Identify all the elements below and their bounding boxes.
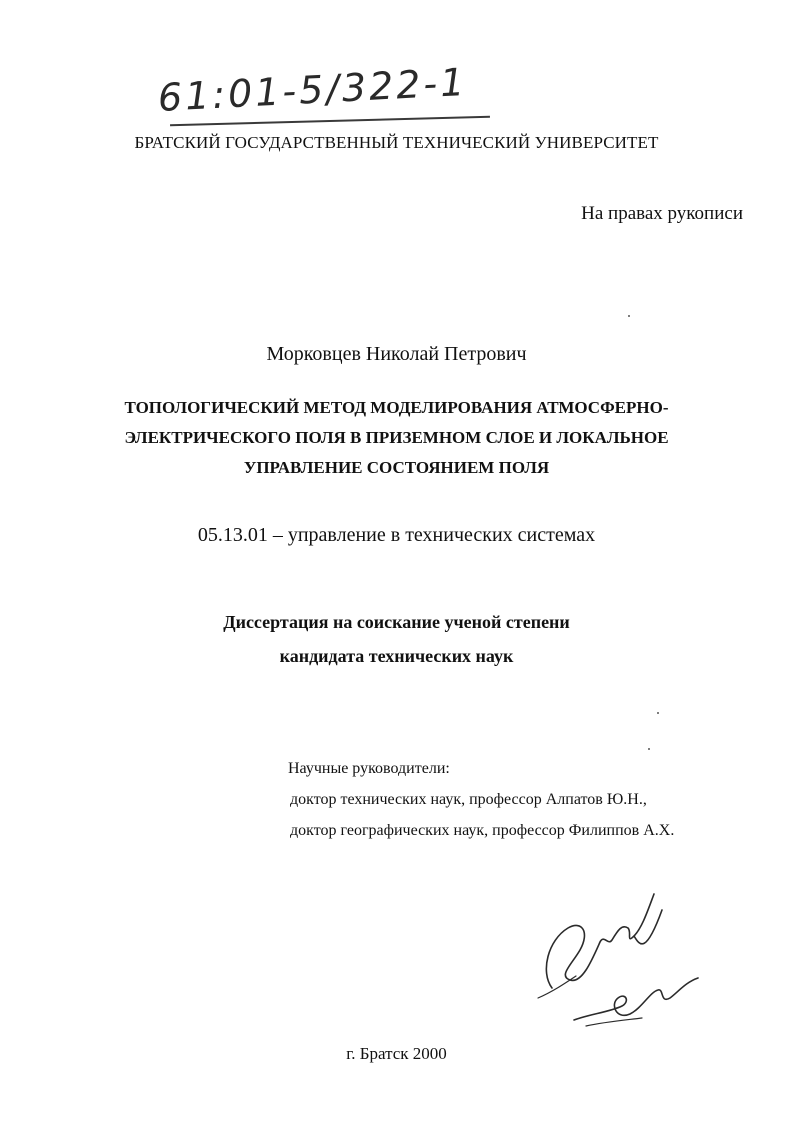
rights-notice: На правах рукописи	[581, 203, 743, 224]
author-name: Морковцев Николай Петрович	[266, 343, 527, 365]
dissertation-title	[0, 393, 793, 483]
supervisor-item: доктор технических наук, профессор Алпатов Ю.Н.,	[290, 791, 647, 808]
title-line: ЭЛЕКТРИЧЕСКОГО ПОЛЯ В ПРИЗЕМНОМ СЛОЕ И ЛОКАЛЬНОЕ	[124, 428, 669, 447]
supervisor-item: доктор географических наук, профессор Филиппов А.Х.	[290, 822, 675, 839]
catalog-underline	[170, 116, 490, 126]
scan-speck	[628, 315, 630, 317]
scan-speck	[657, 712, 659, 714]
university-name: БРАТСКИЙ ГОСУДАРСТВЕННЫЙ ТЕХНИЧЕСКИЙ УНИВЕРСИТЕТ	[134, 133, 659, 152]
degree-line: Диссертация на соискание ученой степени	[223, 612, 570, 632]
specialty-code: 05.13.01 – управление в технических системах	[197, 524, 596, 546]
catalog-number: 61:01-5/322-1	[156, 59, 469, 120]
degree-statement	[0, 605, 793, 673]
title-line: ТОПОЛОГИЧЕСКИЙ МЕТОД МОДЕЛИРОВАНИЯ АТМОСФЕРНО-	[124, 398, 669, 417]
scan-speck	[648, 748, 650, 750]
handwritten-signature	[530, 880, 710, 1030]
supervisors-block	[288, 753, 674, 846]
city-year: г. Братск 2000	[346, 1044, 447, 1063]
supervisors-heading: Научные руководители:	[288, 760, 450, 777]
title-line: УПРАВЛЕНИЕ СОСТОЯНИЕМ ПОЛЯ	[243, 458, 550, 477]
degree-line: кандидата технических наук	[279, 646, 514, 666]
